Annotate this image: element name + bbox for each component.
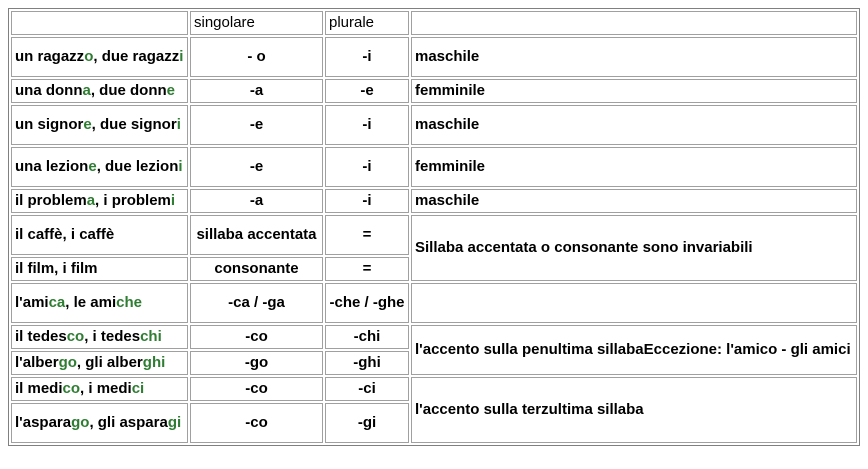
plurale-cell: -i (325, 105, 409, 145)
plurale-cell: = (325, 215, 409, 255)
note-cell: femminile (411, 147, 857, 187)
plurale-cell: -ci (325, 377, 409, 401)
plurale-cell: -i (325, 147, 409, 187)
plurale-cell: -gi (325, 403, 409, 443)
singolare-cell: -go (190, 351, 323, 375)
table-row (11, 189, 857, 213)
example-cell: l'asparago, gli asparagi (11, 403, 188, 443)
plurale-cell: -e (325, 79, 409, 103)
example-cell: il medico, i medici (11, 377, 188, 401)
header-row (11, 11, 857, 35)
header-cell-plurale: plurale (325, 11, 409, 35)
example-cell: l'amica, le amiche (11, 283, 188, 323)
example-cell: il film, i film (11, 257, 188, 281)
header-cell-note (411, 11, 857, 35)
plurale-cell: -i (325, 189, 409, 213)
example-cell: una lezione, due lezioni (11, 147, 188, 187)
singolare-cell: -co (190, 403, 323, 443)
singolare-cell: sillaba accentata (190, 215, 323, 255)
plurale-cell: -chi (325, 325, 409, 349)
singolare-cell: consonante (190, 257, 323, 281)
singolare-cell: -co (190, 377, 323, 401)
header-cell-singolare: singolare (190, 11, 323, 35)
note-cell: maschile (411, 105, 857, 145)
example-cell: un signore, due signori (11, 105, 188, 145)
singolare-cell: -a (190, 79, 323, 103)
grammar-table-container (8, 8, 860, 446)
plurale-cell: = (325, 257, 409, 281)
plural-rules-table (8, 8, 860, 446)
plurale-cell: -che / -ghe (325, 283, 409, 323)
table-row (11, 37, 857, 77)
example-cell: un ragazzo, due ragazzi (11, 37, 188, 77)
singolare-cell: -a (190, 189, 323, 213)
example-cell: il caffè, i caffè (11, 215, 188, 255)
singolare-cell: - o (190, 37, 323, 77)
example-cell: l'albergo, gli alberghi (11, 351, 188, 375)
note-cell: l'accento sulla penultima sillabaEccezione: l'amico - gli amici (411, 325, 857, 375)
singolare-cell: -e (190, 147, 323, 187)
header-cell-example (11, 11, 188, 35)
note-cell (411, 283, 857, 323)
singolare-cell: -co (190, 325, 323, 349)
note-cell: l'accento sulla terzultima sillaba (411, 377, 857, 443)
singolare-cell: -e (190, 105, 323, 145)
note-cell: Sillaba accentata o consonante sono invariabili (411, 215, 857, 281)
example-cell: una donna, due donne (11, 79, 188, 103)
table-row (11, 79, 857, 103)
table-row (11, 377, 857, 401)
plurale-cell: -i (325, 37, 409, 77)
example-cell: il problema, i problemi (11, 189, 188, 213)
singolare-cell: -ca / -ga (190, 283, 323, 323)
example-cell: il tedesco, i tedeschi (11, 325, 188, 349)
table-row (11, 283, 857, 323)
note-cell: maschile (411, 37, 857, 77)
table-row (11, 147, 857, 187)
table-row (11, 215, 857, 255)
table-row (11, 105, 857, 145)
table-row (11, 325, 857, 349)
note-cell: femminile (411, 79, 857, 103)
plurale-cell: -ghi (325, 351, 409, 375)
note-cell: maschile (411, 189, 857, 213)
